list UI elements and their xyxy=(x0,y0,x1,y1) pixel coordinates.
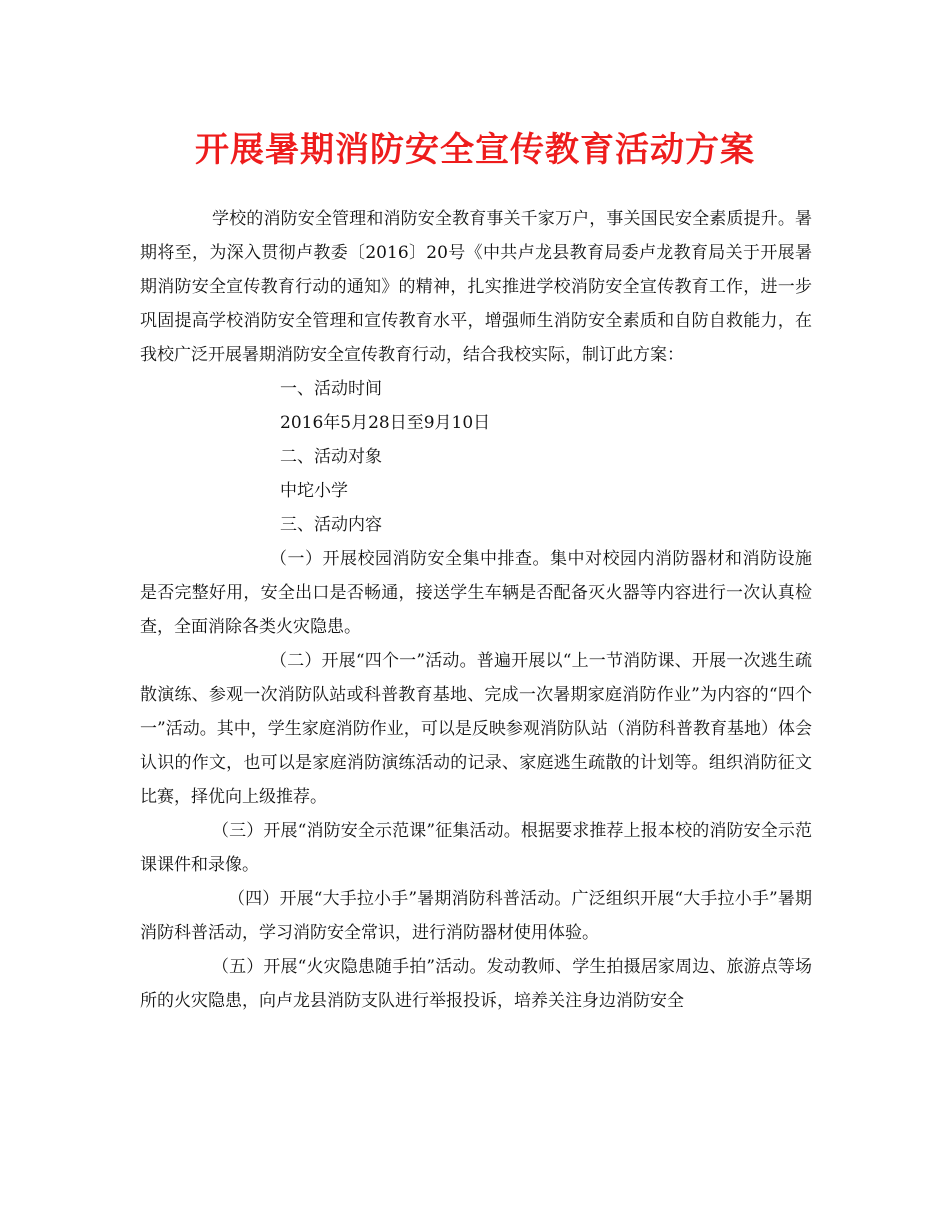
content-item-2: （二）开展“四个一”活动。普遍开展以“上一节消防课、开展一次逃生疏散演练、参观一次消防队站或科普教育基地、完成一次暑期家庭消防作业”为内容的“四个一”活动。其中，学生家庭消防作业，可以是反映参观消防队站（消防科普教育基地）体会认识的作文，也可以是家庭消防演练活动的记录、家庭逃生疏散的计划等。组织消防征文比赛，择优向上级推荐。 xyxy=(140,651,812,807)
section-heading-content: 三、活动内容 xyxy=(280,515,382,535)
content-item-4: （四）开展“大手拉小手”暑期消防科普活动。广泛组织开展“大手拉小手”暑期消防科普活动，学习消防安全常识，进行消防器材使用体验。 xyxy=(140,889,812,943)
section-heading-time: 一、活动时间 xyxy=(280,379,382,399)
section-heading-target: 二、活动对象 xyxy=(280,447,382,467)
content-item-3: （三）开展“消防安全示范课”征集活动。根据要求推荐上报本校的消防安全示范课课件和录像。 xyxy=(140,821,812,875)
section-content-target: 中坨小学 xyxy=(280,481,348,501)
document-body xyxy=(140,202,812,1018)
section-content-time: 2016年5月28日至9月10日 xyxy=(280,413,491,433)
intro-paragraph: 学校的消防安全管理和消防安全教育事关千家万户，事关国民安全素质提升。暑期将至，为深入贯彻卢教委〔2016〕20号《中共卢龙县教育局委卢龙教育局关于开展暑期消防安全宣传教育行动的通知》的精神，扎实推进学校消防安全宣传教育工作，进一步巩固提高学校消防安全管理和宣传教育水平，增强师生消防安全素质和自防自救能力，在我校广泛开展暑期消防安全宣传教育行动，结合我校实际，制订此方案： xyxy=(140,209,812,365)
document-title: 开展暑期消防安全宣传教育活动方案 xyxy=(195,130,755,170)
content-item-5: （五）开展“火灾隐患随手拍”活动。发动教师、学生拍摄居家周边、旅游点等场所的火灾隐患，向卢龙县消防支队进行举报投诉，培养关注身边消防安全 xyxy=(140,957,812,1011)
content-item-1: （一）开展校园消防安全集中排查。集中对校园内消防器材和消防设施是否完整好用，安全出口是否畅通，接送学生车辆是否配备灭火器等内容进行一次认真检查，全面消除各类火灾隐患。 xyxy=(140,549,812,637)
